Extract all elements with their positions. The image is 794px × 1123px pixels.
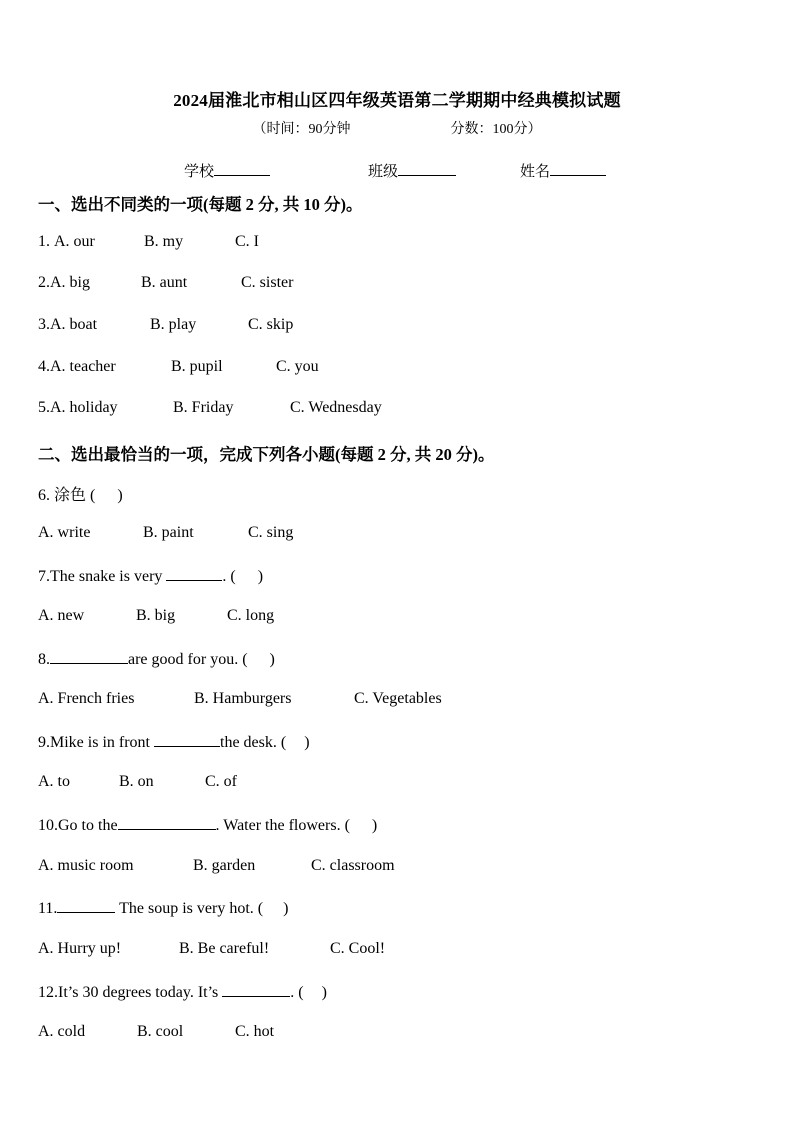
option-a: A. French fries xyxy=(38,690,135,707)
option-b: B. on xyxy=(119,773,154,790)
question-punct: . ( xyxy=(290,984,304,1001)
question-text: The soup is very hot. ( xyxy=(115,900,264,917)
question-text: 6. 涂色 ( xyxy=(38,487,96,504)
option-c: C. you xyxy=(276,358,319,375)
option-a: A. holiday xyxy=(50,399,118,416)
option-b: B. Be careful! xyxy=(179,940,270,957)
option-a: A. new xyxy=(38,607,85,624)
question-close: ) xyxy=(117,487,123,504)
question-close: ) xyxy=(257,568,264,585)
exam-subtitle xyxy=(0,118,794,138)
question-number: 8. xyxy=(38,651,50,668)
option-b: B. my xyxy=(144,233,184,250)
question-12-options xyxy=(38,1023,274,1041)
question-number: 4. xyxy=(38,358,50,375)
option-a: A. big xyxy=(50,274,90,291)
name-field xyxy=(520,160,606,181)
option-c: C. skip xyxy=(248,316,294,333)
section-1-heading: 一、选出不同类的一项(每题 2 分, 共 10 分)。 xyxy=(38,195,363,214)
option-c: C. sister xyxy=(241,274,294,291)
fill-blank[interactable] xyxy=(166,566,222,581)
exam-score: 分数：100分） xyxy=(450,122,542,137)
option-b: B. Friday xyxy=(173,399,234,416)
option-c: C. Vegetables xyxy=(354,690,442,707)
question-number: 3. xyxy=(38,316,50,333)
option-a: A. music room xyxy=(38,857,134,874)
option-c: C. classroom xyxy=(311,857,395,874)
option-b: B. big xyxy=(136,607,176,624)
question-close: ) xyxy=(371,817,378,834)
question-text: 10.Go to the xyxy=(38,817,118,834)
school-blank[interactable] xyxy=(214,161,270,176)
option-b: B. Hamburgers xyxy=(194,690,292,707)
question-7 xyxy=(38,566,263,586)
question-3 xyxy=(38,316,293,334)
question-10 xyxy=(38,815,377,835)
option-b: B. pupil xyxy=(171,358,223,375)
option-a: A. write xyxy=(38,524,91,541)
question-8-options xyxy=(38,690,442,708)
question-4 xyxy=(38,358,319,376)
school-field xyxy=(184,160,270,181)
section-2-heading: 二、选出最恰当的一项，完成下列各小题(每题 2 分, 共 20 分)。 xyxy=(38,445,495,464)
option-b: B. play xyxy=(150,316,197,333)
name-blank[interactable] xyxy=(550,161,606,176)
question-9-options xyxy=(38,773,237,791)
exam-time: （时间：90分钟 xyxy=(252,122,351,137)
question-close: ) xyxy=(321,984,327,1001)
question-number: 2. xyxy=(38,274,50,291)
option-c: C. Wednesday xyxy=(290,399,382,416)
question-9 xyxy=(38,732,310,752)
fill-blank[interactable] xyxy=(222,982,290,997)
question-close: ) xyxy=(283,900,289,917)
option-a: A. our xyxy=(54,233,95,250)
question-close: ) xyxy=(304,734,310,751)
option-b: B. garden xyxy=(193,857,256,874)
option-a: A. cold xyxy=(38,1023,86,1040)
question-number: 5. xyxy=(38,399,50,416)
exam-title: 2024届淮北市相山区四年级英语第二学期期中经典模拟试题 xyxy=(173,91,621,110)
question-text-after: the desk. ( xyxy=(220,734,287,751)
option-a: A. teacher xyxy=(50,358,116,375)
question-text: 9.Mike is in front xyxy=(38,734,150,751)
class-label: 班级 xyxy=(368,164,399,180)
question-text-after: . Water the flowers. ( xyxy=(215,817,350,834)
option-c: C. of xyxy=(205,773,237,790)
option-b: B. paint xyxy=(143,524,194,541)
fill-blank[interactable] xyxy=(154,732,220,747)
name-label: 姓名 xyxy=(520,164,551,180)
question-text: 7.The snake is very xyxy=(38,568,163,585)
option-c: C. sing xyxy=(248,524,294,541)
fill-blank[interactable] xyxy=(50,649,128,664)
option-c: C. I xyxy=(235,233,259,250)
question-1 xyxy=(38,233,259,251)
question-12 xyxy=(38,982,327,1002)
option-b: B. aunt xyxy=(141,274,188,291)
question-number: 1. xyxy=(38,233,54,250)
question-8 xyxy=(38,649,275,669)
option-c: C. Cool! xyxy=(330,940,386,957)
option-a: A. Hurry up! xyxy=(38,940,122,957)
fill-blank[interactable] xyxy=(57,898,115,913)
option-a: A. boat xyxy=(50,316,98,333)
question-6-options xyxy=(38,524,293,542)
question-11 xyxy=(38,898,288,918)
option-c: C. hot xyxy=(235,1023,275,1040)
question-7-options xyxy=(38,607,274,625)
question-close: ) xyxy=(269,651,275,668)
question-2 xyxy=(38,274,293,292)
question-10-options xyxy=(38,857,395,875)
question-text: are good for you. ( xyxy=(128,651,248,668)
school-label: 学校 xyxy=(184,164,215,180)
option-c: C. long xyxy=(227,607,275,624)
question-punct: . ( xyxy=(222,568,236,585)
question-11-options xyxy=(38,940,385,958)
question-text: 12.It’s 30 degrees today. It’s xyxy=(38,984,219,1001)
option-b: B. cool xyxy=(137,1023,184,1040)
class-field xyxy=(368,160,456,181)
question-5 xyxy=(38,399,382,417)
question-number: 11. xyxy=(38,900,58,917)
fill-blank[interactable] xyxy=(118,815,216,830)
option-a: A. to xyxy=(38,773,70,790)
question-6 xyxy=(38,482,123,505)
class-blank[interactable] xyxy=(398,161,456,176)
